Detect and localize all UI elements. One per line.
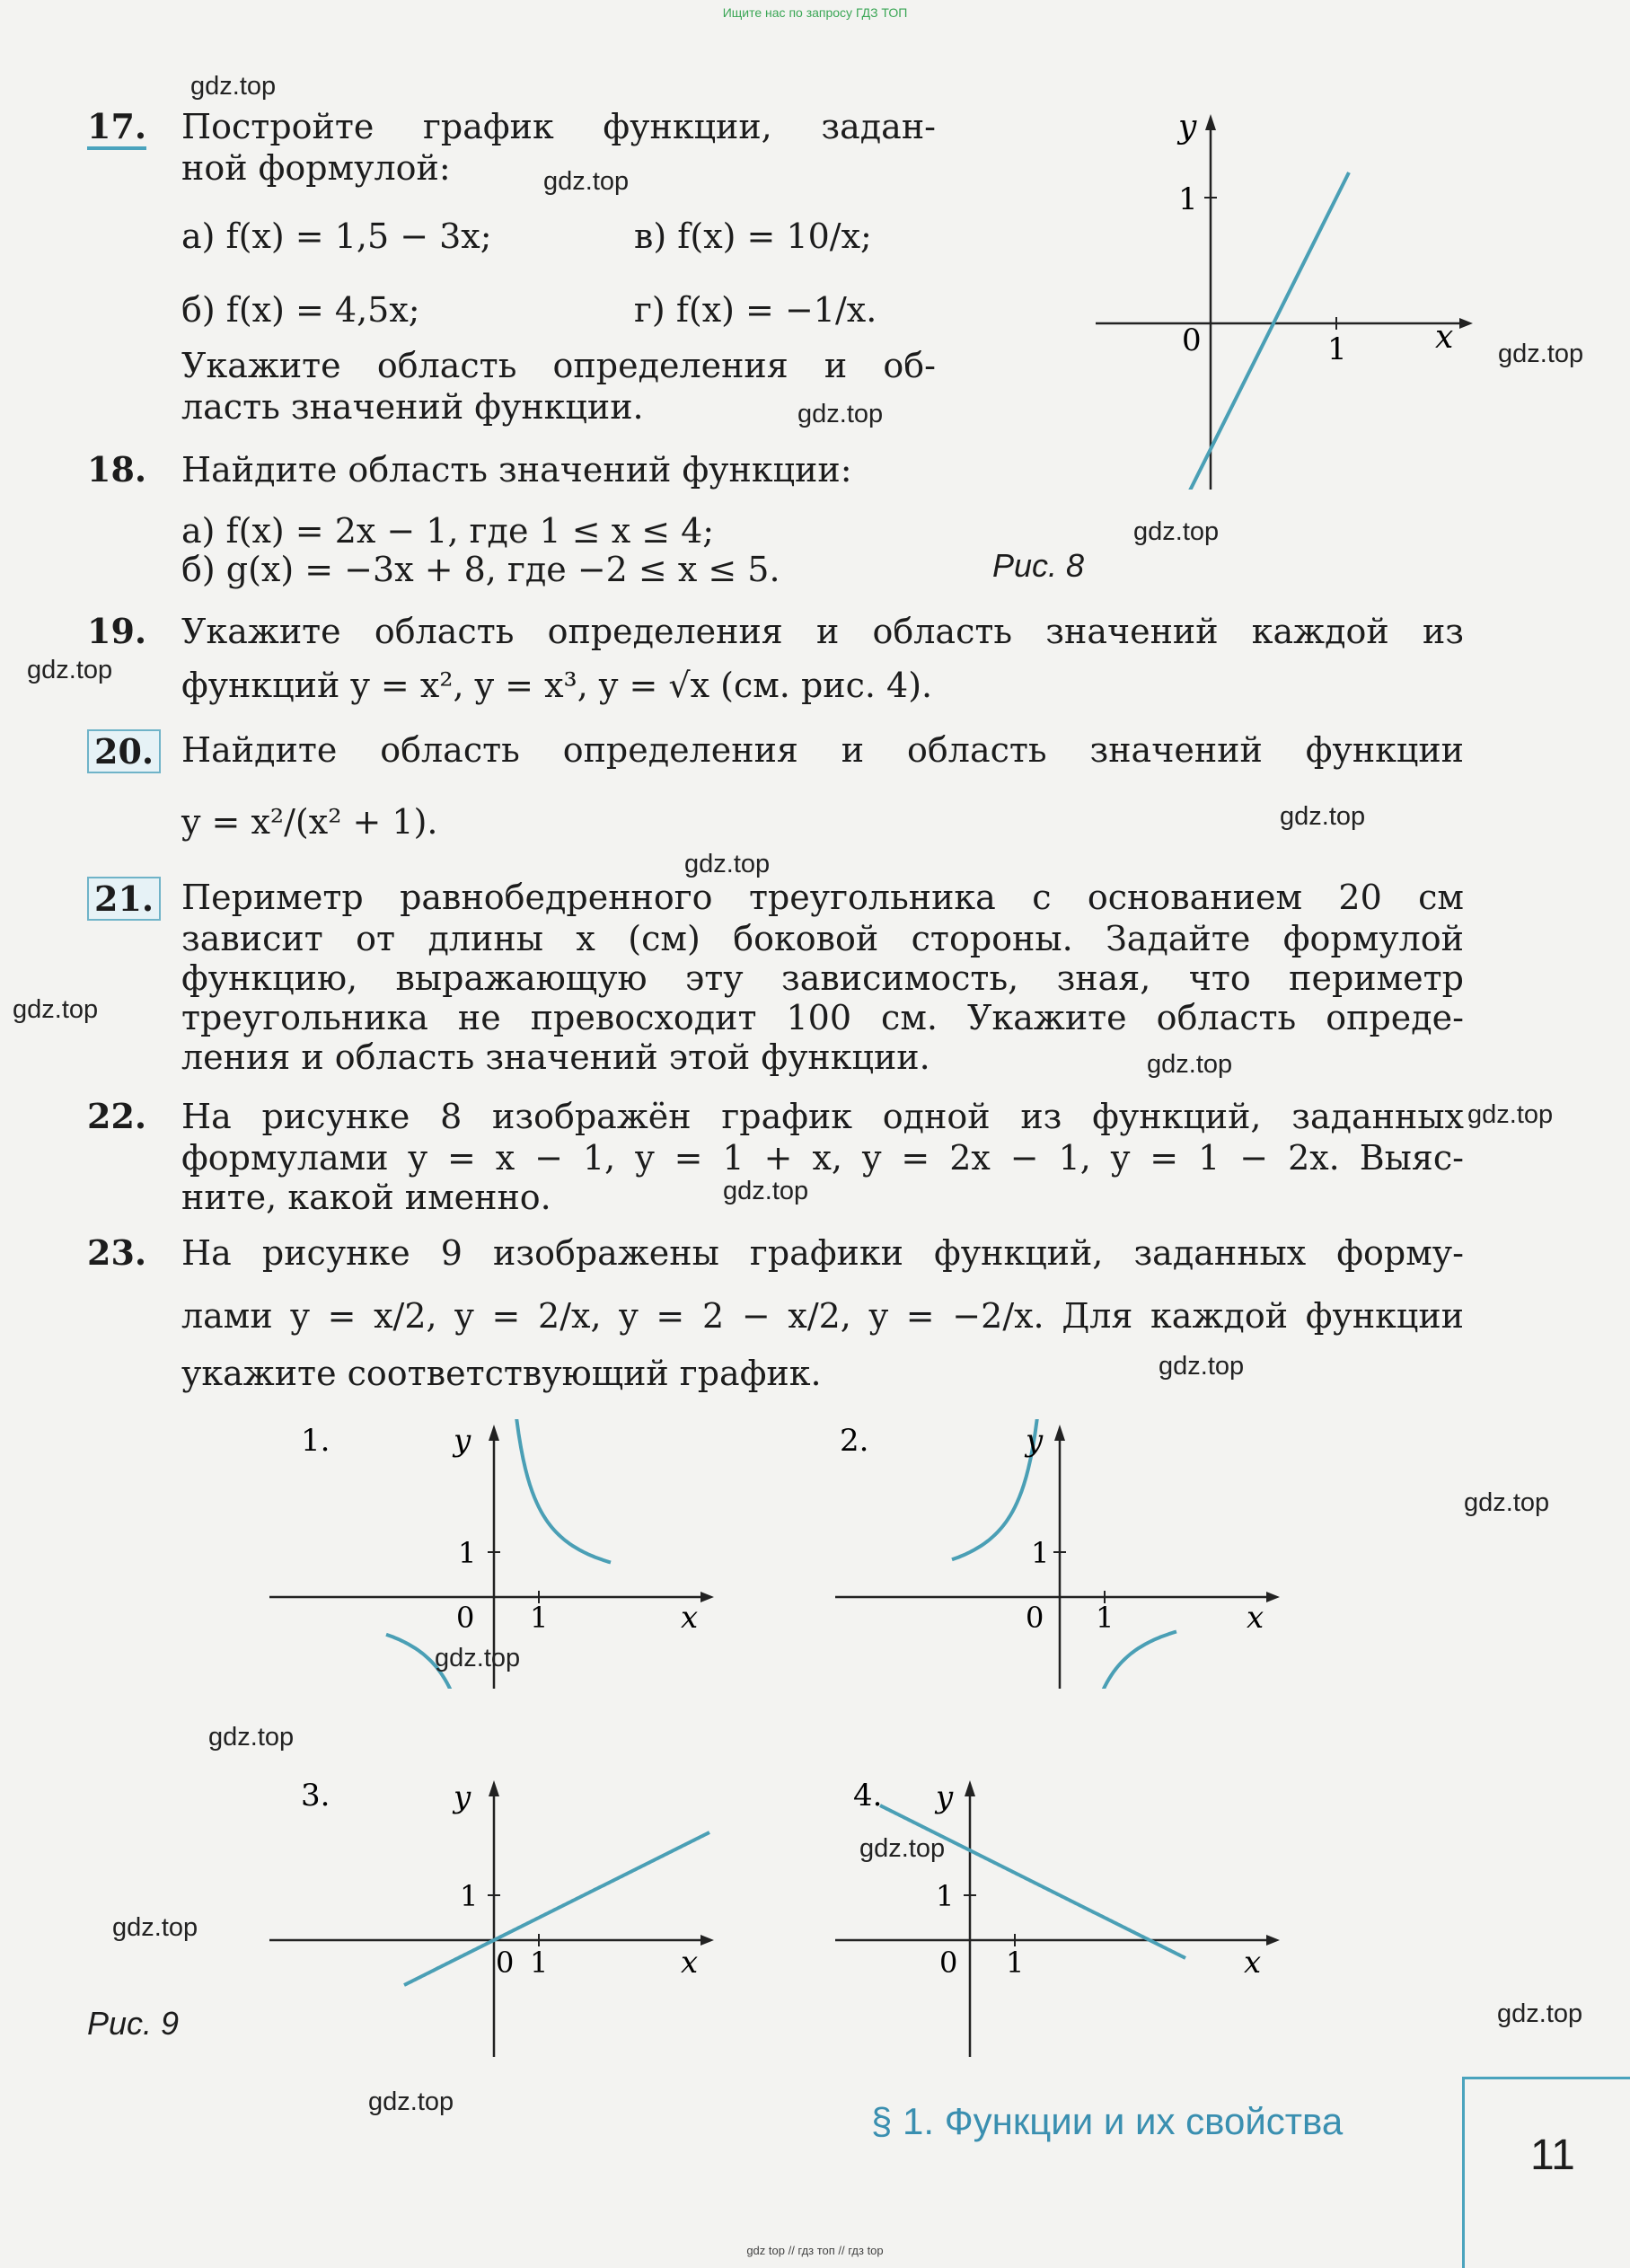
fig9-1-y-unit: 1 xyxy=(458,1536,477,1570)
problem-21-line5: ления и область значений этой функции. xyxy=(181,1037,930,1077)
watermark: gdz.top xyxy=(1159,1352,1245,1381)
watermark: gdz.top xyxy=(368,2087,454,2116)
problem-20-number: 20. xyxy=(87,729,161,773)
problem-21-line3: функцию, выражающую эту зависимость, зная, что периметр xyxy=(181,958,1464,998)
problem-17-item-g: г) f(x) = −1/x. xyxy=(634,290,877,330)
fig9-2-y-unit: 1 xyxy=(1031,1536,1050,1570)
watermark: gdz.top xyxy=(112,1913,198,1942)
problem-19-line2: функций y = x², y = x³, y = √x (см. рис. 4). xyxy=(181,666,933,705)
watermark: gdz.top xyxy=(1498,340,1584,368)
figure-9-panel-3 xyxy=(269,1769,718,2057)
fig9-1-label: 1. xyxy=(301,1423,330,1459)
watermark: gdz.top xyxy=(208,1723,295,1752)
fig9-2-x-unit: 1 xyxy=(1096,1601,1115,1635)
fig8-x-arrow xyxy=(1459,318,1473,329)
fig9-2-y-arrow xyxy=(1054,1425,1065,1441)
top-banner: Ищите нас по запросу ГДЗ ТОП xyxy=(722,5,908,20)
watermark: gdz.top xyxy=(684,850,771,878)
fig9-1-y-label: y xyxy=(454,1423,471,1459)
problem-21-line1: Периметр равнобедренного треугольника с основанием 20 см xyxy=(181,878,1464,917)
figure-8 xyxy=(1096,103,1473,490)
problem-20-line1: Найдите область определения и область значений функции xyxy=(181,730,1464,770)
figure-9-panel-4 xyxy=(835,1769,1284,2057)
fig9-3-y-unit: 1 xyxy=(460,1879,479,1913)
watermark: gdz.top xyxy=(723,1177,809,1205)
fig9-1-x-unit: 1 xyxy=(530,1601,549,1635)
problem-23-number: 23. xyxy=(87,1232,147,1273)
watermark: gdz.top xyxy=(1133,517,1220,546)
fig9-4-x-unit: 1 xyxy=(1006,1946,1025,1980)
problem-23-line1: На рисунке 9 изображены графики функций, заданных форму- xyxy=(181,1233,1464,1273)
fig9-4-origin: 0 xyxy=(939,1946,958,1980)
fig8-y-unit: 1 xyxy=(1178,181,1198,217)
page-number: 11 xyxy=(1530,2131,1575,2179)
section-title: § 1. Функции и их свойства xyxy=(871,2100,1344,2142)
problem-17-line2: ной формулой: xyxy=(181,148,451,188)
figure-9-panel-2 xyxy=(835,1419,1284,1689)
fig9-2-origin: 0 xyxy=(1026,1601,1044,1635)
fig9-4-graph xyxy=(880,1805,1185,1958)
fig9-3-origin: 0 xyxy=(496,1946,515,1980)
fig9-4-y-arrow xyxy=(965,1780,975,1796)
fig9-1-y-arrow xyxy=(489,1425,499,1441)
fig9-3-y-arrow xyxy=(489,1780,499,1796)
fig9-2-x-arrow xyxy=(1266,1592,1280,1602)
fig9-2-x-label: x xyxy=(1247,1600,1264,1636)
problem-17-line6: ласть значений функции. xyxy=(181,387,644,427)
fig8-y-label: y xyxy=(1178,109,1197,146)
watermark: gdz.top xyxy=(543,167,630,196)
fig9-1-x-label: x xyxy=(681,1600,699,1636)
fig9-4-label: 4. xyxy=(853,1778,883,1814)
fig9-3-x-arrow xyxy=(700,1935,714,1946)
figure-9-caption: Рис. 9 xyxy=(87,2005,180,2042)
watermark: gdz.top xyxy=(13,995,99,1024)
watermark: gdz.top xyxy=(1497,1999,1583,2028)
fig8-origin: 0 xyxy=(1182,322,1202,358)
problem-23-line3: укажите соответствующий график. xyxy=(181,1354,822,1393)
fig9-3-x-label: x xyxy=(681,1945,699,1981)
watermark: gdz.top xyxy=(1147,1050,1233,1079)
problem-17-line5: Укажите область определения и об- xyxy=(181,346,936,385)
problem-22-line2: формулами y = x − 1, y = 1 + x, y = 2x − 1, y = 1 − 2x. Выяс- xyxy=(181,1138,1464,1178)
fig8-x-label: x xyxy=(1435,319,1454,356)
watermark: gdz.top xyxy=(859,1834,946,1863)
problem-17-item-v: в) f(x) = 10/x; xyxy=(634,216,872,256)
problem-22-line3: ните, какой именно. xyxy=(181,1178,551,1217)
fig9-3-y-label: y xyxy=(454,1779,471,1815)
problem-17-number: 17. xyxy=(87,106,146,150)
fig9-1-x-arrow xyxy=(700,1592,714,1602)
fig9-3-x-unit: 1 xyxy=(530,1946,549,1980)
fig8-x-unit: 1 xyxy=(1327,331,1347,367)
problem-20-line2: y = x²/(x² + 1). xyxy=(181,802,438,842)
problem-18-item-a: а) f(x) = 2x − 1, где 1 ≤ x ≤ 4; xyxy=(181,511,715,551)
problem-18-item-b: б) g(x) = −3x + 8, где −2 ≤ x ≤ 5. xyxy=(181,550,780,589)
problem-22-number: 22. xyxy=(87,1096,147,1136)
problem-18-number: 18. xyxy=(87,449,147,490)
problem-21-line2: зависит от длины x (см) боковой стороны. Задайте формулой xyxy=(181,919,1464,958)
problem-21-number: 21. xyxy=(87,877,161,921)
fig9-1-origin: 0 xyxy=(456,1601,475,1635)
fig9-4-y-unit: 1 xyxy=(936,1879,955,1913)
fig9-2-graph xyxy=(952,1419,1176,1689)
fig8-y-arrow xyxy=(1205,114,1216,130)
fig9-3-label: 3. xyxy=(301,1778,330,1814)
watermark: gdz.top xyxy=(27,656,113,684)
watermark: gdz.top xyxy=(190,72,277,101)
fig9-2-label: 2. xyxy=(840,1423,869,1459)
fig9-4-x-arrow xyxy=(1266,1935,1280,1946)
watermark: gdz.top xyxy=(1464,1488,1550,1517)
watermark: gdz.top xyxy=(1467,1100,1554,1129)
fig9-2-y-label: y xyxy=(1026,1423,1044,1459)
fig9-4-y-label: y xyxy=(936,1779,954,1815)
problem-23-line2: лами y = x/2, y = 2/x, y = 2 − x/2, y = −2/x. Для каждой функции xyxy=(181,1296,1464,1336)
problem-17-line1: Постройте график функции, задан- xyxy=(181,107,936,146)
problem-22-line1: На рисунке 8 изображён график одной из функций, заданных xyxy=(181,1097,1464,1136)
watermark: gdz.top xyxy=(1280,802,1366,831)
fig9-4-x-label: x xyxy=(1244,1945,1262,1981)
figure-8-caption: Рис. 8 xyxy=(992,547,1085,584)
watermark: gdz.top xyxy=(435,1644,521,1672)
problem-17-item-a: а) f(x) = 1,5 − 3x; xyxy=(181,216,492,256)
problem-19-number: 19. xyxy=(87,611,147,651)
problem-21-line4: треугольника не превосходит 100 см. Укажите область опреде- xyxy=(181,998,1464,1037)
fig9-3-graph xyxy=(404,1832,709,1985)
problem-19-line1: Укажите область определения и область значений каждой из xyxy=(181,612,1464,651)
problem-18-line1: Найдите область значений функции: xyxy=(181,450,852,490)
watermark: gdz.top xyxy=(797,400,884,428)
bottom-banner: gdz top // гдз топ // гдз top xyxy=(746,2244,884,2257)
problem-17-item-b: б) f(x) = 4,5x; xyxy=(181,290,420,330)
